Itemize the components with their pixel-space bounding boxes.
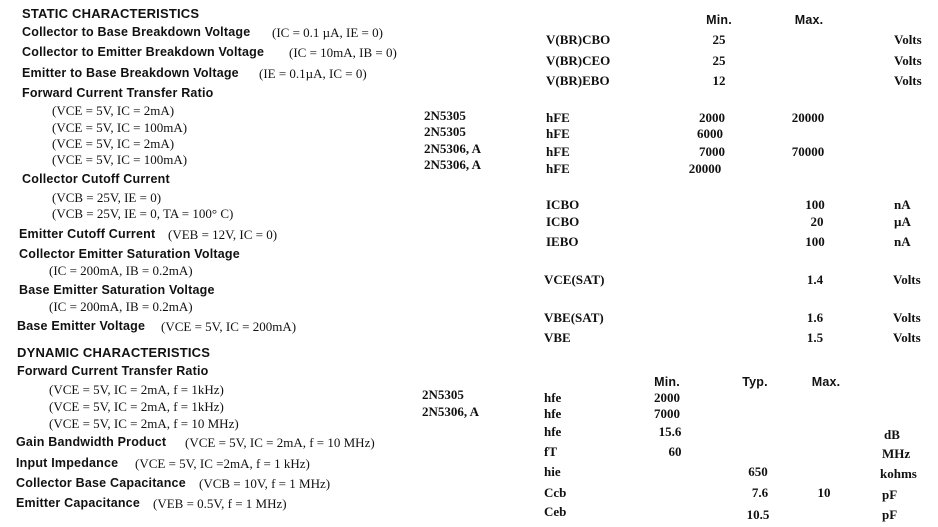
unit: kohms [880,466,917,481]
symbol: hFE [546,110,570,125]
unit: µA [894,214,911,229]
symbol: hFE [546,144,570,159]
param-label: Gain Bandwidth Product [16,435,167,449]
min-value: 7000 [699,144,725,159]
param-label-collector-cutoff-current: Collector Cutoff Current [22,172,170,186]
test-condition: (VEB = 12V, IC = 0) [168,227,278,242]
symbol: Ceb [544,504,567,519]
device-type: 2N5306, A [424,141,482,156]
symbol: Ccb [544,485,567,500]
static-min-header: Min. [706,13,732,27]
test-condition: (VCE = 5V, IC = 100mA) [52,120,188,135]
param-label: Emitter Capacitance [16,496,140,510]
unit: Volts [893,272,921,287]
symbol: V(BR)EBO [546,73,610,88]
dynamic-typ-header: Typ. [742,375,768,389]
param-label: Collector to Emitter Breakdown Voltage [22,45,265,59]
test-condition: (VCE = 5V, IC = 2mA) [52,103,175,118]
symbol: VCE(SAT) [544,272,605,287]
param-label-forward-current-transfer-ratio: Forward Current Transfer Ratio [22,86,214,100]
min-value: 2000 [654,390,680,405]
symbol: hFE [546,161,570,176]
static-max-header: Max. [794,13,824,27]
min-value: 60 [668,444,682,459]
unit: pF [882,507,898,522]
symbol: ICBO [546,214,580,229]
param-label: Base Emitter Saturation Voltage [19,283,215,297]
device-type: 2N5306, A [422,404,480,419]
test-condition: (VEB = 0.5V, f = 1 MHz) [153,496,287,511]
max-value: 1.4 [806,272,824,287]
min-value: 25 [712,53,726,68]
max-value: 10 [817,485,831,500]
test-condition: (VCB = 25V, IE = 0, TA = 100° C) [52,206,234,221]
param-label: Collector Base Capacitance [16,476,186,490]
max-value: 100 [805,234,825,249]
max-value: 100 [805,197,825,212]
max-value: 20 [810,214,824,229]
symbol: hie [544,464,561,479]
test-condition: (VCE = 5V, IC = 2mA, f = 1kHz) [49,382,224,397]
test-condition: (IE = 0.1µA, IC = 0) [259,66,367,81]
min-value: 6000 [697,126,723,141]
test-condition: (VCB = 25V, IE = 0) [52,190,162,205]
dynamic-section-title: DYNAMIC CHARACTERISTICS [17,345,211,360]
test-condition: (IC = 200mA, IB = 0.2mA) [49,263,193,278]
typ-value: 7.6 [751,485,769,500]
max-value: 1.5 [806,330,824,345]
symbol: hfe [544,406,562,421]
test-condition: (IC = 200mA, IB = 0.2mA) [49,299,193,314]
unit: Volts [894,32,922,47]
test-condition: (VCE = 5V, IC =2mA, f = 1 kHz) [135,456,310,471]
symbol: ICBO [546,197,580,212]
unit: Volts [893,310,921,325]
unit: Volts [893,330,921,345]
typ-value: 10.5 [746,507,770,522]
param-label: Collector Emitter Saturation Voltage [19,247,240,261]
symbol: IEBO [546,234,579,249]
param-label: Emitter to Base Breakdown Voltage [22,66,239,80]
param-label-forward-current-transfer-ratio-dynamic: Forward Current Transfer Ratio [17,364,209,378]
test-condition: (VCE = 5V, IC = 2mA, f = 1kHz) [49,399,224,414]
symbol: V(BR)CEO [546,53,611,68]
test-condition: (IC = 0.1 µA, IE = 0) [272,25,383,40]
min-value: 2000 [699,110,725,125]
typ-value: 650 [748,464,768,479]
unit: pF [882,487,898,502]
param-label: Base Emitter Voltage [17,319,146,333]
min-value: 20000 [688,161,722,176]
unit: Volts [894,73,922,88]
symbol: hfe [544,424,562,439]
device-type: 2N5306, A [424,157,482,172]
dynamic-max-header: Max. [811,375,841,389]
symbol: VBE(SAT) [544,310,604,325]
test-condition: (VCB = 10V, f = 1 MHz) [199,476,331,491]
min-value: 25 [712,32,726,47]
symbol: VBE [544,330,571,345]
device-type: 2N5305 [422,387,464,402]
max-value: 20000 [791,110,825,125]
min-value: 12 [712,73,726,88]
symbol: hfe [544,390,562,405]
param-label: Input Impedance [16,456,119,470]
test-condition: (VCE = 5V, IC = 100mA) [52,152,188,167]
unit: MHz [882,446,911,461]
param-label: Emitter Cutoff Current [19,227,156,241]
device-type: 2N5305 [424,108,466,123]
unit: nA [894,197,911,212]
unit: dB [884,427,900,442]
static-section-title: STATIC CHARACTERISTICS [22,6,200,21]
test-condition: (IC = 10mA, IB = 0) [289,45,397,60]
min-value: 15.6 [658,424,682,439]
test-condition: (VCE = 5V, IC = 2mA, f = 10 MHz) [185,435,375,450]
unit: nA [894,234,911,249]
test-condition: (VCE = 5V, IC = 200mA) [161,319,297,334]
device-type: 2N5305 [424,124,466,139]
unit: Volts [894,53,922,68]
symbol: fT [544,444,557,459]
test-condition: (VCE = 5V, IC = 2mA, f = 10 MHz) [49,416,239,431]
param-label: Collector to Base Breakdown Voltage [22,25,251,39]
test-condition: (VCE = 5V, IC = 2mA) [52,136,175,151]
max-value: 70000 [791,144,825,159]
symbol: hFE [546,126,570,141]
symbol: V(BR)CBO [546,32,611,47]
dynamic-min-header: Min. [654,375,680,389]
max-value: 1.6 [806,310,824,325]
min-value: 7000 [654,406,680,421]
